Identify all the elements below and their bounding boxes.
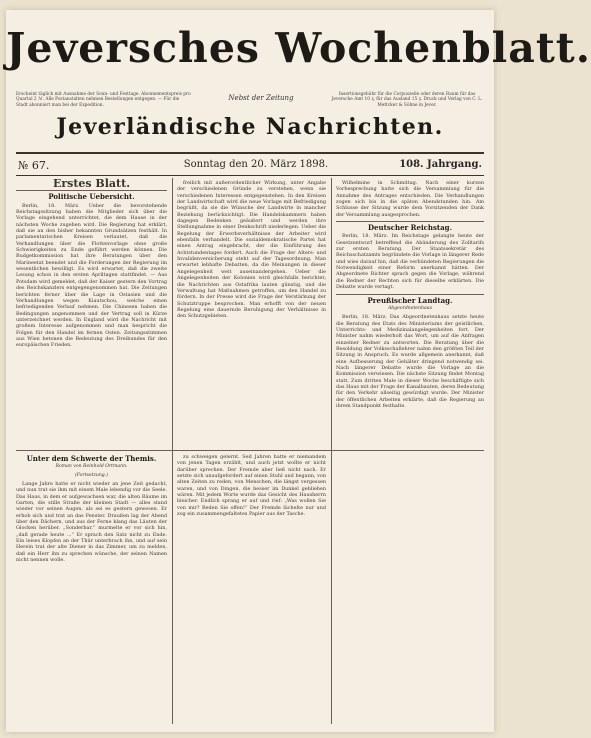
newspaper-page (6, 10, 591, 732)
dateline-bottom-rule (16, 175, 484, 176)
supplement-note: Nebst der Zeitung (228, 94, 294, 102)
subscription-notice: Erscheint täglich mit Ausnahme der Sonn- und Festtage. Abonnementspreis pro Quartal 2 ℳ. Alle Postanstalten nehmen Bestellungen entgegen. — Für die Stadt abonniert man bei der Expedition. (16, 92, 191, 108)
column-divider-1 (172, 178, 173, 724)
article-text: Berlin, 18. März. Im Reichstage gelangte heute der Gesetzentwurf betreffend die Abänderung des Zolltarifs zur ersten Beratung. Der Staatssekretär des Reichsschatzamts begründete die Vorlage in längerer Rede und wies darauf hin, daß die verbündeten Regierungen die Notwendigkeit einer Reform anerkannt hätten. Der Abgeordnete Richter sprach gegen die Vorlage, während die Redner der Rechten sich für dieselbe erklärten. Die Debatte wurde vertagt. (336, 233, 484, 291)
heading-politik: Politische Uebersicht. (48, 192, 135, 202)
column-1-news (16, 177, 167, 446)
column-2-feuilleton (177, 454, 326, 724)
heading-landtag: Preußischer Landtag. (367, 295, 453, 305)
masthead-title: Jeversches Wochenblatt. (6, 24, 591, 72)
masthead-subtitle: Jeverländische Nachrichten. (56, 114, 444, 140)
section-erstes-blatt: Erstes Blatt. (52, 177, 131, 190)
article-text: Wilhelmine in Schmittag. Nach einer kurzen Vorbesprechung hatte sich die Versammlung für die Annahme des Antrages entschieden. Die Verhandlungen zogen sich bis in die späten Abendstunden hin. Am Schlusse der Sitzung wurde dem Vorsitzenden der Dank der Versammlung ausgesprochen. (336, 180, 484, 218)
volume-year: 108. Jahrgang. (399, 159, 482, 170)
column-2-news (177, 180, 326, 446)
issue-date: Sonntag den 20. März 1898. (183, 159, 329, 170)
novel-author: Roman von Reinhold Ortmann. (55, 464, 128, 470)
insertion-notice: Insertionsgebühr für die Corpuszeile oder deren Raum für das Jeversche Amt 10 ₰, für das Ausland 15 ₰. Druck und Verlag von C. L. Mettcker & Söhne in Jever. (331, 92, 483, 108)
divider (336, 221, 484, 222)
heading-reichstag: Deutscher Reichstag. (367, 223, 453, 233)
landtag-subheading: Abgeordnetenhaus (387, 305, 433, 311)
novel-continuation: (Fortsetzung.) (75, 472, 108, 478)
dateline (16, 157, 484, 175)
heading-novel: Unter dem Schwerte der Themis. (26, 454, 157, 463)
divider (336, 294, 484, 295)
column-3-news (336, 180, 484, 446)
divider (16, 190, 167, 191)
article-text: Berlin, 18. März. Ueber die bevorstehende Reichstagssitzung haben die Mitglieder sich über die Vorlage eingehend unterrichtet, die dem Hause in der nächsten Woche zugehen wird. Die Regierung hat erklärt, daß sie an den bisher bekannten Grundsätzen festhält. In parlamentarischen Kreisen verlautet, daß die Verhandlungen über die Flottenvorlage ohne große Schwierigkeiten zu Ende geführt werden können. Die Budgetkommission hat ihre Beratungen über den Marineetat beendet und die Forderungen der Regierung im wesentlichen bewilligt. Es wird erwartet, daß die zweite Lesung schon in den ersten Apriltagen stattfindet. — Aus Potsdam wird gemeldet, daß der Kaiser gestern den Vortrag des Reichskanzlers entgegengenommen hat. Die Zeitungen berichten ferner über die Lage in Ostasien und die Verhandlungen wegen Kiautschou, welche einen befriedigenden Verlauf nehmen. Die Chinesen haben die Bedingungen angenommen und der Vertrag soll in Kürze unterzeichnet werden. In England wird die Nachricht mit großem Interesse aufgenommen und man bespricht die Folgen für den Handel im fernen Osten. Zeitungsstimmen aus Wien betonen die Bedeutung des Dreibundes für den europäischen Frieden. (16, 202, 167, 349)
column-divider-2 (331, 178, 332, 724)
novel-text: zu schweigen gelernt. Seit Jahren hatte er niemandem von jenen Tagen erzählt, und auch jetzt wollte er nicht darüber sprechen. Der Fremde aber ließ nicht nach. Er setzte sich unaufgefordert auf einen Stuhl und begann, von alten Zeiten zu reden, von Menschen, die längst vergessen waren, und von Dingen, die besser im Dunkel geblieben wären. Mit jedem Worte wurde das Gesicht des Hausherrn bleicher. Endlich sprang er auf und rief: „Was wollen Sie von mir? Reden Sie offen!“ Der Fremde lächelte nur und zog ein zusammengefaltetes Papier aus der Tasche. (177, 454, 326, 518)
dateline-top-rule (16, 152, 484, 154)
issue-number: № 67. (18, 159, 50, 172)
article-text: Berlin, 18. März. Das Abgeordnetenhaus setzte heute die Beratung des Etats des Ministeriums der geistlichen, Unterrichts- und Medizinalangelegenheiten fort. Der Minister nahm wiederholt das Wort, um auf die Anfragen einzelner Redner zu antworten. Die Beratung über die Besoldung der Volksschullehrer nahm den größten Teil der Sitzung in Anspruch. Es wurde allgemein anerkannt, daß eine Aufbesserung der Gehälter dringend notwendig sei. Nach längerer Debatte wurde die Vorlage an die Kommission verwiesen. Die nächste Sitzung findet Montag statt. Zum dritten Male in dieser Woche beschäftigte sich das Haus mit der Frage der Kanalbauten, deren Bedeutung für den Verkehr allseitig gewürdigt wurde. Der Minister der öffentlichen Arbeiten erklärte, daß die Regierung an ihrem Standpunkt festhalte. (336, 314, 484, 409)
article-text: freilich mit außerordentlicher Wirkung, unter Angabe der verschiedenen Gründe zu verstehen, wenn sie verschiedenen Interessen entgegenstehen. In den Kreisen der Landwirtschaft wird die neue Vorlage mit Befriedigung begrüßt, da sie die Wünsche der Landwirte in mancher Beziehung berücksichtigt. Die Handelskammern haben dagegen Bedenken geäußert und werden ihre Stellungnahme in einer Denkschrift niederlegen. Ueber die Regelung der Erwerbsverhältnisse der Arbeiter wird ebenfalls verhandelt. Die sozialdemokratische Partei hat einen Antrag eingebracht, der die Einführung des Achtstundentages fordert. Auch die Frage der Alters- und Invalidenversicherung steht auf der Tagesordnung. Man erwartet lebhafte Debatten, da die Meinungen in dieser Angelegenheit weit auseinandergehen. Ueber die Angelegenheiten der Kolonien wird gleichfalls berichtet; die Nachrichten aus Ostafrika lauten günstig, und die Verwaltung hat Maßnahmen getroffen, um den Handel zu fördern. In der Presse wird die Frage der Verstärkung der Schutztruppe besprochen. Man erhofft von der neuen Regelung eine dauernde Beruhigung der Verhältnisse in den Schutzgebieten. (177, 180, 326, 320)
feuilleton-divider (16, 450, 484, 451)
novel-text: Lange Jahre hatte er nicht wieder an jene Zeit gedacht, und nun trat sie ihm mit einem Male lebendig vor die Seele. Das Haus, in dem er aufgewachsen war, die alten Bäume im Garten, die stille Straße der kleinen Stadt — alles stand wieder vor seinen Augen, als sei es gestern gewesen. Er erhob sich und trat an das Fenster. Draußen lag der Abend über den Dächern, und aus der Ferne klang das Läuten der Glocken herüber. „Sonderbar,“ murmelte er vor sich hin, „daß gerade heute ...“ Er sprach den Satz nicht zu Ende. Ein leises Klopfen an der Thür unterbrach ihn, und auf sein Herein trat der alte Diener in das Zimmer, um zu melden, daß ein Herr ihn zu sprechen wünsche, der seinen Namen nicht nennen wolle. (16, 481, 167, 564)
column-1-feuilleton (16, 454, 167, 724)
